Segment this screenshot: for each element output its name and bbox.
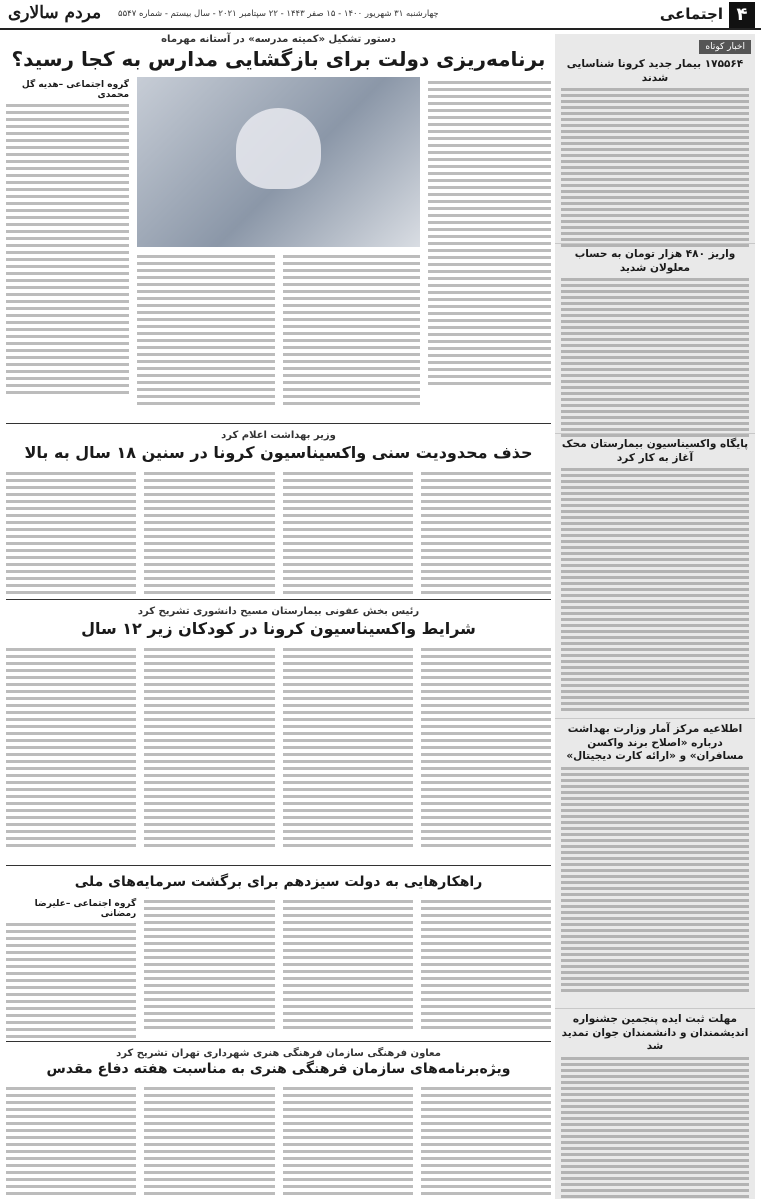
newspaper-name: مردم سالاری — [8, 3, 102, 23]
story-kicker: معاون فرهنگی سازمان فرهنگی هنری شهرداری تهران تشریح کرد — [116, 1048, 441, 1059]
brief-title: اطلاعیه مرکز آمار وزارت بهداشت درباره «اصلاح برند واکسن مسافران» و «ارائه کارت دیجیتال» — [566, 723, 744, 763]
brief-title: مهلت ثبت ایده پنجمین جشنواره اندیشمندان و دانشمندان جوان تمدید شد — [561, 1013, 749, 1053]
dateline: چهارشنبه ۳۱ شهریور ۱۴۰۰ - ۱۵ صفر ۱۴۴۳ - ۲۲ سپتامبر ۲۰۲۱ - سال بیستم - شماره ۵۵۴۷ — [118, 9, 439, 19]
sidebar-tag: اخبار کوتاه — [699, 40, 751, 54]
story-byline: گروه اجتماعی –علیرضا رمضانی — [34, 899, 137, 919]
brief-body — [561, 468, 749, 711]
brief-item — [555, 1009, 755, 1199]
masthead — [0, 0, 761, 30]
brief-title: پایگاه واکسیناسیون بیمارستان محک آغاز به کار کرد — [561, 438, 749, 464]
brief-body — [561, 88, 749, 247]
section-title: اجتماعی — [659, 5, 723, 23]
sidebar-news-briefs — [555, 34, 755, 1199]
brief-title: واریز ۴۸۰ هزار تومان به حساب معلولان شدید — [574, 248, 736, 274]
story-kicker: دستور تشکیل «کمیته مدرسه» در آستانه مهرماه — [161, 34, 396, 45]
brief-item — [555, 719, 755, 1009]
brief-item — [555, 244, 755, 434]
brief-item — [555, 434, 755, 719]
brief-body — [561, 1057, 749, 1198]
story — [6, 872, 551, 1042]
brief-title: ۱۷۵۵۶۴ بیمار جدید کرونا شناسایی شدند — [566, 58, 744, 84]
brief-body — [561, 767, 749, 992]
story-column — [428, 77, 551, 409]
brief-body — [561, 278, 749, 437]
story — [6, 430, 551, 600]
brief-item — [555, 54, 755, 244]
story-column — [6, 77, 129, 409]
students-photo — [137, 77, 420, 247]
story-column — [137, 77, 420, 409]
story — [6, 1048, 551, 1199]
main-content — [6, 34, 551, 1199]
lead-story — [6, 34, 551, 424]
story-headline: ویژه‌برنامه‌های سازمان فرهنگی هنری به مناسبت هفته دفاع مقدس — [46, 1061, 511, 1077]
story-kicker: رئیس بخش عفونی بیمارستان مسیح دانشوری تشریح کرد — [137, 606, 420, 617]
story-headline: راهکارهایی به دولت سیزدهم برای برگشت سرمایه‌های ملی — [74, 874, 483, 890]
story-byline: گروه اجتماعی –هدیه گل محمدی — [21, 80, 130, 100]
story-headline: حذف محدودیت سنی واکسیناسیون کرونا در سنین ۱۸ سال به بالا — [24, 443, 533, 462]
page-number: ۴ — [729, 2, 755, 28]
story-headline: برنامه‌ریزی دولت برای بازگشایی مدارس به کجا رسید؟ — [11, 47, 546, 71]
story-kicker: وزیر بهداشت اعلام کرد — [221, 430, 336, 441]
story — [6, 606, 551, 866]
story-headline: شرایط واکسیناسیون کرونا در کودکان زیر ۱۲ سال — [81, 619, 476, 638]
